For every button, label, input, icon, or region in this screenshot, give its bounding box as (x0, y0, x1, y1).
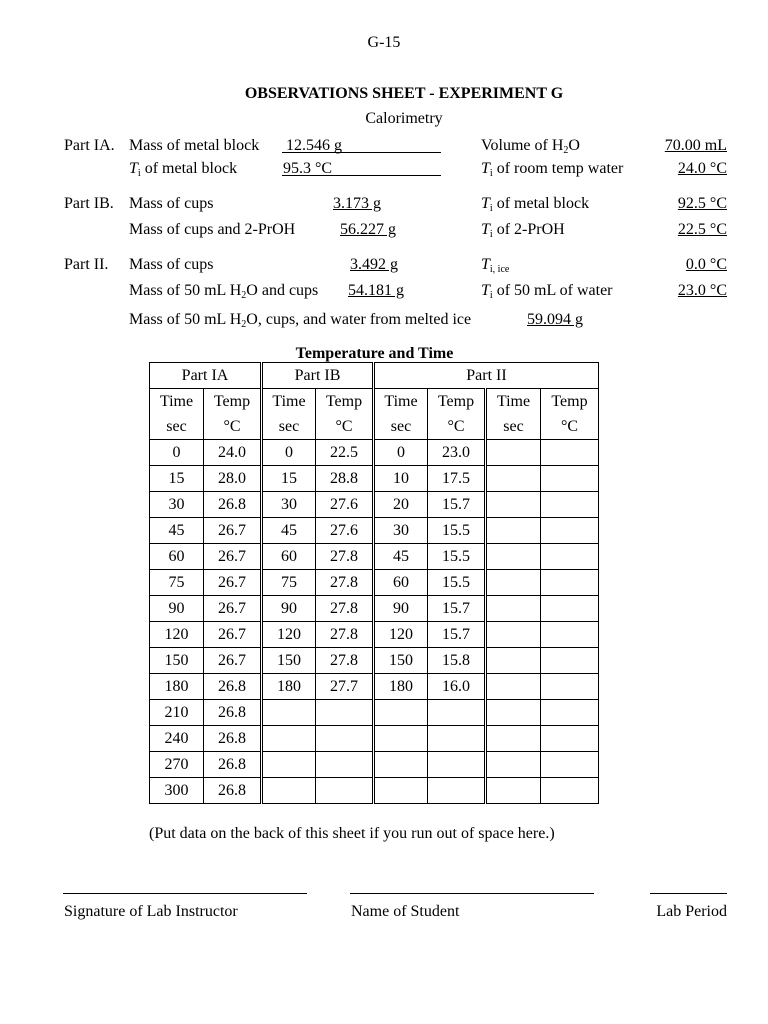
ib-ti-prop-value: 22.5 °C (677, 221, 727, 238)
ii-ti-ice-value: 0.0 °C (685, 256, 727, 273)
column-header-row (150, 389, 599, 415)
data-cell (262, 752, 316, 778)
data-cell (486, 570, 541, 596)
column-header-cell: Temp (316, 389, 374, 415)
data-cell: 17.5 (428, 466, 486, 492)
data-cell (541, 492, 599, 518)
data-cell: 120 (150, 622, 204, 648)
data-cell: 26.7 (204, 596, 262, 622)
data-cell: 15.7 (428, 622, 486, 648)
column-header-cell: Temp (428, 389, 486, 415)
data-cell: 210 (150, 700, 204, 726)
data-cell: 26.8 (204, 752, 262, 778)
data-cell (262, 726, 316, 752)
data-cell: 27.8 (316, 648, 374, 674)
data-cell: 26.7 (204, 570, 262, 596)
table-row (150, 778, 599, 804)
ti-room-label: $T_i$ of room temp water (481, 160, 624, 179)
column-header-cell: Time (486, 389, 541, 415)
data-cell: 75 (262, 570, 316, 596)
ib-ti-metal-value: 92.5 °C (677, 195, 727, 212)
data-cell: 15 (150, 466, 204, 492)
data-cell: 10 (374, 466, 428, 492)
data-cell (428, 726, 486, 752)
ii-mass-cups-label: Mass of cups (129, 256, 214, 273)
data-cell (486, 492, 541, 518)
data-cell: 300 (150, 778, 204, 804)
data-cell: 90 (374, 596, 428, 622)
column-unit-cell: sec (486, 414, 541, 440)
student-name-line (350, 893, 594, 894)
data-cell: 60 (374, 570, 428, 596)
data-cell: 15 (262, 466, 316, 492)
data-cell: 27.8 (316, 570, 374, 596)
data-cell: 22.5 (316, 440, 374, 466)
data-cell (486, 648, 541, 674)
column-header-cell: Temp (204, 389, 262, 415)
data-cell (374, 726, 428, 752)
table-row (150, 674, 599, 700)
ti-metal-ia-underline (282, 175, 441, 176)
ii-ti-water-value: 23.0 °C (677, 282, 727, 299)
ib-ti-metal-label: $T_i$ of metal block (481, 195, 590, 214)
data-cell: 28.0 (204, 466, 262, 492)
data-cell (541, 570, 599, 596)
table-row (150, 544, 599, 570)
data-cell: 0 (374, 440, 428, 466)
data-cell: 45 (150, 518, 204, 544)
table-row (150, 596, 599, 622)
table-row (150, 570, 599, 596)
data-cell: 45 (374, 544, 428, 570)
table-row (150, 466, 599, 492)
data-cell (486, 596, 541, 622)
data-cell: 26.8 (204, 778, 262, 804)
instructor-signature-line (63, 893, 307, 894)
data-cell: 26.8 (204, 726, 262, 752)
column-header-cell: Time (262, 389, 316, 415)
instructor-signature-label: Signature of Lab Instructor (64, 903, 238, 920)
column-unit-cell: sec (262, 414, 316, 440)
data-cell: 15.5 (428, 518, 486, 544)
data-cell: 15.8 (428, 648, 486, 674)
data-cell: 120 (374, 622, 428, 648)
data-cell: 26.8 (204, 492, 262, 518)
ib-mass-cups-prop-value: 56.227 g (340, 221, 396, 238)
data-cell: 30 (262, 492, 316, 518)
column-unit-cell: °C (204, 414, 262, 440)
ib-ti-prop-label: $T_i$ of 2-PrOH (481, 221, 565, 240)
table-row (150, 752, 599, 778)
student-name-label: Name of Student (351, 903, 460, 920)
data-cell (486, 544, 541, 570)
table-row (150, 492, 599, 518)
data-cell: 26.7 (204, 544, 262, 570)
data-cell: 26.7 (204, 622, 262, 648)
group-header-part-ib: Part IB (262, 363, 374, 389)
page-title: OBSERVATIONS SHEET - EXPERIMENT G (244, 85, 564, 102)
column-header-cell: Time (374, 389, 428, 415)
column-unit-row (150, 414, 599, 440)
data-cell: 15.7 (428, 492, 486, 518)
data-cell (428, 778, 486, 804)
column-unit-cell: °C (541, 414, 599, 440)
data-cell: 90 (262, 596, 316, 622)
table-row (150, 726, 599, 752)
data-cell (262, 700, 316, 726)
data-cell (428, 700, 486, 726)
data-cell: 26.8 (204, 674, 262, 700)
data-cell (374, 700, 428, 726)
ii-mass-melted-label: Mass of 50 mL $H_2O$, cups, and water from melted ice (129, 311, 472, 330)
data-cell (486, 466, 541, 492)
data-cell (486, 518, 541, 544)
data-cell (541, 726, 599, 752)
table-row (150, 440, 599, 466)
column-unit-cell: °C (316, 414, 374, 440)
temperature-time-table (149, 362, 599, 804)
data-cell: 27.8 (316, 622, 374, 648)
data-cell (486, 778, 541, 804)
table-row (150, 700, 599, 726)
part-ia-label: Part IA. (64, 137, 115, 154)
lab-period-label: Lab Period (656, 903, 727, 920)
ti-metal-ia-label: $T_i$ of metal block (129, 160, 238, 179)
data-cell (262, 778, 316, 804)
group-header-part-ii: Part II (374, 363, 599, 389)
data-cell (486, 674, 541, 700)
data-cell: 15.5 (428, 570, 486, 596)
table-row (150, 518, 599, 544)
data-cell: 27.8 (316, 596, 374, 622)
data-cell: 27.6 (316, 518, 374, 544)
data-cell: 0 (150, 440, 204, 466)
data-cell (428, 752, 486, 778)
column-header-cell: Temp (541, 389, 599, 415)
data-cell: 120 (262, 622, 316, 648)
column-header-cell: Time (150, 389, 204, 415)
data-cell (486, 440, 541, 466)
data-cell: 30 (150, 492, 204, 518)
ii-mass-water-cups-label: Mass of 50 mL $H_2O$ and cups (129, 282, 319, 301)
data-cell (486, 622, 541, 648)
data-cell: 15.5 (428, 544, 486, 570)
lab-period-line (650, 893, 727, 894)
data-cell (541, 622, 599, 648)
mass-metal-underline (282, 152, 441, 153)
data-cell: 24.0 (204, 440, 262, 466)
page-subtitle: Calorimetry (365, 110, 443, 127)
data-cell: 0 (262, 440, 316, 466)
table-row (150, 622, 599, 648)
column-unit-cell: sec (150, 414, 204, 440)
data-cell: 15.7 (428, 596, 486, 622)
data-cell: 60 (262, 544, 316, 570)
data-cell (486, 726, 541, 752)
data-cell (541, 466, 599, 492)
table-caption: Temperature and Time (295, 345, 454, 362)
ti-metal-ia-value: 95.3 °C (283, 160, 333, 177)
data-cell: 270 (150, 752, 204, 778)
table-note: (Put data on the back of this sheet if you run out of space here.) (149, 825, 555, 842)
data-cell (374, 778, 428, 804)
data-cell: 180 (374, 674, 428, 700)
data-cell (486, 700, 541, 726)
data-cell: 27.8 (316, 544, 374, 570)
data-cell (316, 726, 374, 752)
ib-mass-cups-label: Mass of cups (129, 195, 214, 212)
data-cell: 23.0 (428, 440, 486, 466)
data-cell: 180 (262, 674, 316, 700)
data-cell (541, 700, 599, 726)
ii-mass-melted-value: 59.094 g (527, 311, 583, 328)
ib-mass-cups-value: 3.173 g (333, 195, 381, 212)
data-cell: 26.8 (204, 700, 262, 726)
ii-mass-water-cups-value: 54.181 g (348, 282, 404, 299)
data-cell: 240 (150, 726, 204, 752)
ii-mass-cups-value: 3.492 g (350, 256, 398, 273)
ii-ti-water-label: $T_i$ of 50 mL of water (481, 282, 613, 301)
data-cell: 16.0 (428, 674, 486, 700)
ib-mass-cups-prop-label: Mass of cups and 2-PrOH (129, 221, 296, 238)
column-unit-cell: sec (374, 414, 428, 440)
data-cell (486, 752, 541, 778)
vol-water-label: Volume of $H_2O$ (481, 137, 580, 156)
data-cell: 150 (262, 648, 316, 674)
data-cell (541, 674, 599, 700)
data-cell: 60 (150, 544, 204, 570)
mass-metal-value: 12.546 g (286, 137, 342, 154)
ti-room-value: 24.0 °C (677, 160, 727, 177)
data-cell (316, 778, 374, 804)
data-cell (316, 700, 374, 726)
data-cell (374, 752, 428, 778)
group-header-part-ia: Part IA (150, 363, 262, 389)
data-cell: 90 (150, 596, 204, 622)
data-cell (541, 752, 599, 778)
vol-water-value: 70.00 mL (664, 137, 727, 154)
data-cell (541, 648, 599, 674)
data-cell: 150 (374, 648, 428, 674)
data-cell: 26.7 (204, 518, 262, 544)
data-cell (541, 544, 599, 570)
mass-metal-label: Mass of metal block (129, 137, 260, 154)
data-cell: 26.7 (204, 648, 262, 674)
data-cell (541, 440, 599, 466)
data-cell (541, 778, 599, 804)
data-cell: 30 (374, 518, 428, 544)
data-cell (541, 518, 599, 544)
data-cell (541, 596, 599, 622)
data-cell: 27.6 (316, 492, 374, 518)
data-cell: 180 (150, 674, 204, 700)
part-ii-label: Part II. (64, 256, 109, 273)
data-cell: 75 (150, 570, 204, 596)
data-cell: 28.8 (316, 466, 374, 492)
data-cell: 150 (150, 648, 204, 674)
ii-ti-ice-label: $T_{i, ice}$ (481, 256, 510, 275)
data-cell: 20 (374, 492, 428, 518)
data-cell (316, 752, 374, 778)
data-cell: 27.7 (316, 674, 374, 700)
page-number: G-15 (367, 34, 401, 51)
group-header-row (150, 363, 599, 389)
part-ib-label: Part IB. (64, 195, 114, 212)
data-cell: 45 (262, 518, 316, 544)
table-row (150, 648, 599, 674)
column-unit-cell: °C (428, 414, 486, 440)
